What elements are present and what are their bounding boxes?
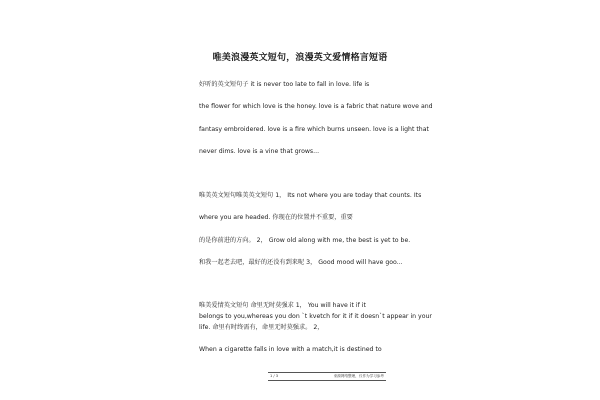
page-footer [268, 372, 386, 381]
body-line: life. 命里有时终需有，命里无时莫强求。 2， [199, 324, 324, 331]
body-line: 唯美爱情英文短句 命里无时莫强求 1， You will have it if it [199, 302, 366, 309]
document-title: 唯美浪漫英文短句，浪漫英文爱情格言短语 [212, 53, 388, 63]
footer-source-note: 来源网络整理，仅作为学习参考 [333, 374, 384, 378]
body-line: belongs to you,whereas you don `t kvetch for it if it doesn`t appear in your [199, 313, 432, 320]
body-line: the flower for which love is the honey. love is a fabric that nature wove and [199, 103, 433, 110]
body-line: 唯美英文短句唯美英文短句 1， Its not where you are today that counts. Its [199, 192, 422, 199]
body-line: 和我一起老去吧，最好的还没有到来呢 3， Good mood will have goo... [199, 259, 403, 266]
body-line: 的是你前进的方向。 2， Grow old along with me, the best is yet to be. [199, 237, 411, 244]
body-line: where you are headed. 你现在的位置并不重要，重要 [199, 214, 353, 221]
body-line: never dims. love is a vine that grows... [199, 148, 320, 155]
body-line: 好听的英文短句子 it is never too late to fall in love. life is [199, 81, 370, 88]
body-line: When a cigarette falls in love with a match,it is destined to [199, 346, 382, 353]
body-line: fantasy embroidered. love is a fire which burns unseen. love is a light that [199, 126, 429, 133]
page-number: 1 / 3 [270, 374, 279, 378]
